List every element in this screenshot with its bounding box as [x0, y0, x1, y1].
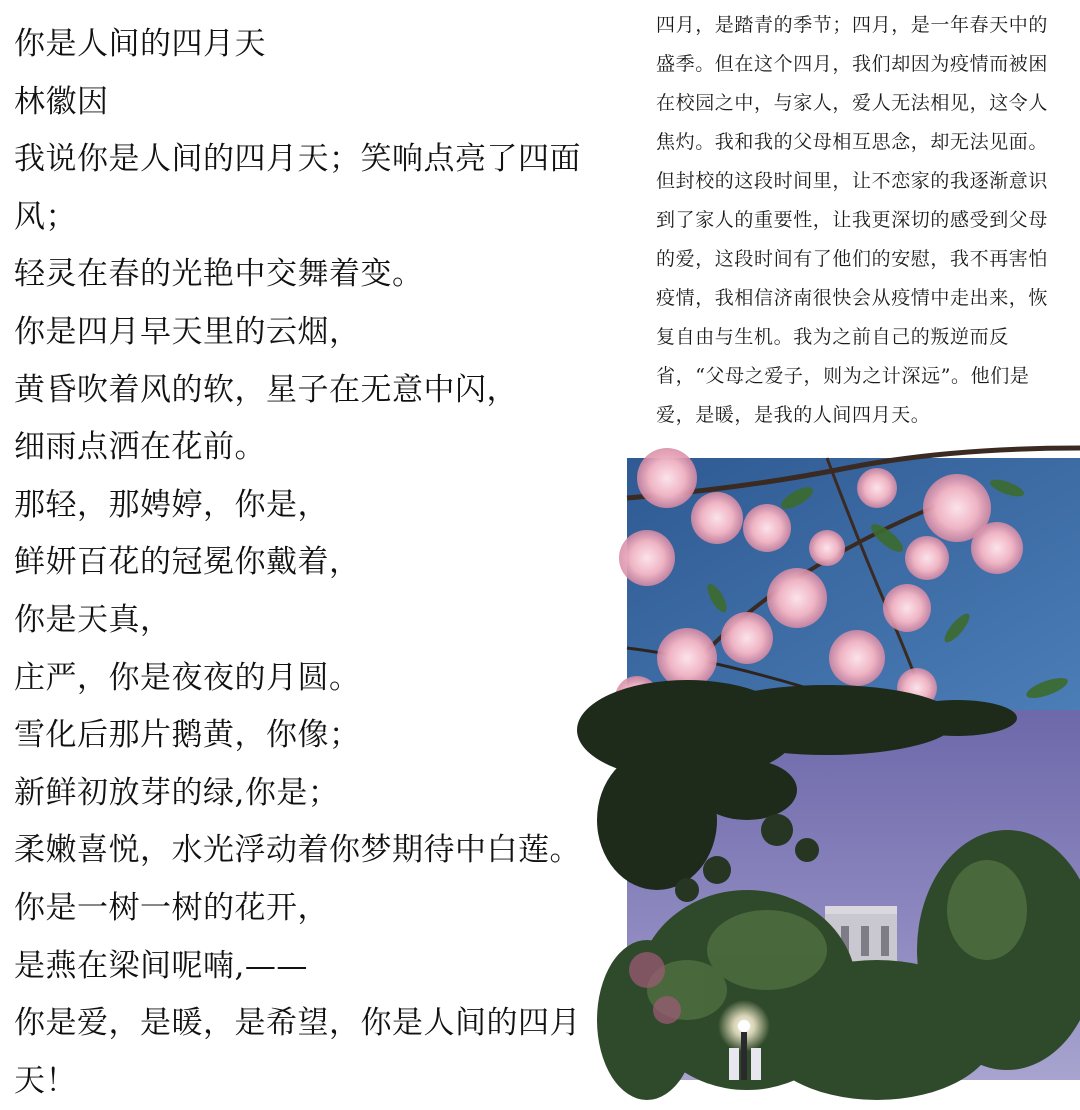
cherry-blossom-image [627, 458, 1080, 710]
essay-paragraph: 四月，是踏青的季节；四月，是一年春天中的盛季。但在这个四月，我们却因为疫情而被困在校园之中，与家人，爱人无法相见，这令人焦灼。我和我的父母相互思念，却无法见面。但封校的这段时间里，让不恋家的我逐渐意识到了家人的重要性，让我更深切的感受到父母的爱，这段时间有了他们的安慰，我不再害怕疫情，我相信济南很快会从疫情中走出来，恢复自由与生机。我为之前自己的叛逆而反省，“父母之爱子，则为之计深远”。他们是爱，是暖，是我的人间四月天。 [656, 14, 1049, 426]
poem-line: 雪化后那片鹅黄，你像； [14, 717, 361, 754]
poem-line: 鲜妍百花的冠冕你戴着， [14, 544, 361, 581]
poem-author: 林徽因 [14, 83, 109, 120]
campus-dusk-photo [627, 710, 1080, 1080]
poem-line: 你是一树一树的花开， [14, 889, 329, 926]
cherry-blossom-photo [627, 458, 1080, 710]
poem-line: 天！ [14, 1062, 77, 1099]
poem-line: 轻灵在春的光艳中交舞着变。 [14, 256, 424, 293]
poem-line: 柔嫩喜悦，水光浮动着你梦期待中白莲。 [14, 832, 581, 869]
poem-line: 新鲜初放芽的绿,你是； [14, 774, 340, 811]
poem-line: 你是天真， [14, 601, 172, 638]
poem-line: 你是爱，是暖，是希望，你是人间的四月 [14, 1005, 581, 1042]
poem-line: 风； [14, 198, 77, 235]
poem-line: 细雨点洒在花前。 [14, 429, 266, 466]
campus-dusk-image [627, 710, 1080, 1080]
poem-line: 庄严，你是夜夜的月圆。 [14, 659, 361, 696]
poem-line: 是燕在梁间呢喃,—— [14, 947, 308, 984]
poem-line: 那轻，那娉婷，你是， [14, 486, 329, 523]
poem-line: 黄昏吹着风的软，星子在无意中闪， [14, 371, 518, 408]
poem-title: 你是人间的四月天 [14, 26, 266, 62]
poem-line: 我说你是人间的四月天；笑响点亮了四面 [14, 141, 581, 178]
poem-line: 你是四月早天里的云烟， [14, 313, 361, 350]
poem-column [14, 16, 614, 1099]
